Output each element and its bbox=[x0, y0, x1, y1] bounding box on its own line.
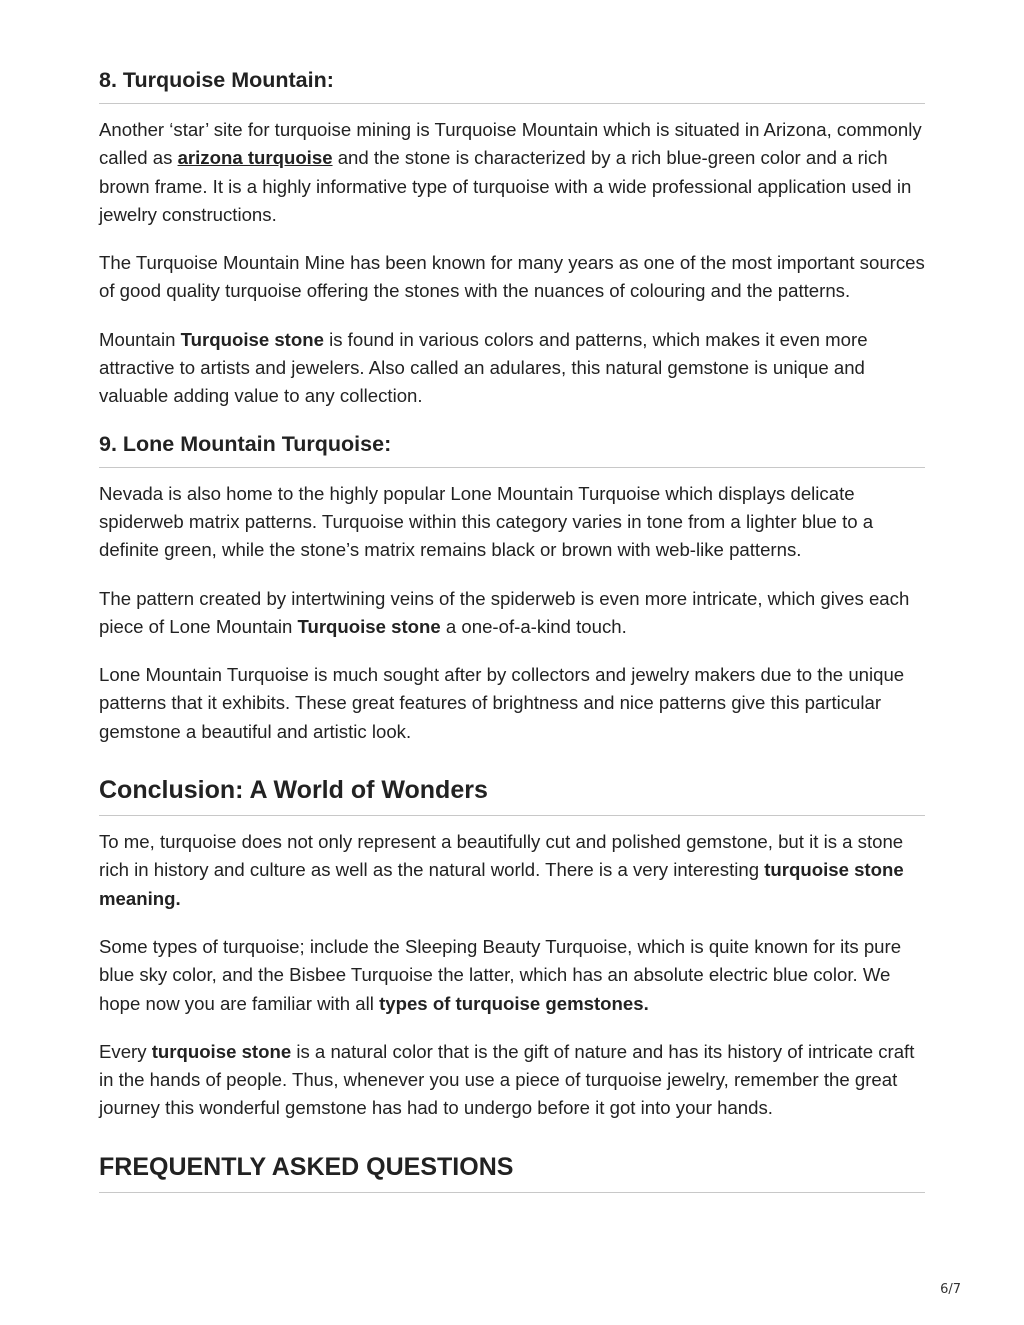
paragraph bbox=[99, 116, 925, 229]
bold-text: turquoise stone meaning. bbox=[99, 859, 904, 909]
bold-text: turquoise stone bbox=[151, 1040, 292, 1062]
page-number: 6/7 bbox=[940, 1282, 961, 1297]
paragraph bbox=[99, 326, 925, 411]
arizona-turquoise-link[interactable]: arizona turquoise bbox=[177, 147, 333, 169]
paragraph-text: Every bbox=[99, 1040, 152, 1062]
paragraph-text: The pattern created by intertwining veins of the spiderweb is even more intricate, which gives each piece of Lone Mountain bbox=[99, 587, 910, 637]
paragraph: Lone Mountain Turquoise is much sought after by collectors and jewelry makers due to the unique patterns that it exhibits. These great features of brightness and nice patterns give this particular gemstone a beautiful and artistic look. bbox=[99, 664, 905, 742]
paragraph-text: To me, turquoise does not only represent a beautifully cut and polished gemstone, but it is a stone rich in history and culture as well as the natural world. There is a very interesting bbox=[99, 831, 904, 881]
paragraph bbox=[99, 585, 925, 642]
paragraph-text: Another ‘star’ site for turquoise mining is Turquoise Mountain which is situated in Arizona, commonly called as bbox=[99, 119, 922, 169]
paragraph: The Turquoise Mountain Mine has been known for many years as one of the most important sources of good quality turquoise offering the stones with the nuances of colouring and the patterns. bbox=[99, 252, 925, 302]
paragraph-text: is a natural color that is the gift of nature and has its history of intricate craft in the hands of people. Thus, whenever you use a piece of turquoise jewelry, remember the great journey this wonderful gemstone has had to undergo before it got into your hands. bbox=[99, 1040, 915, 1119]
paragraph bbox=[99, 1038, 925, 1123]
section-lone-mountain bbox=[99, 430, 925, 746]
section-faq bbox=[99, 1150, 925, 1193]
bold-text: types of turquoise gemstones. bbox=[379, 992, 649, 1014]
section-conclusion bbox=[99, 773, 925, 1123]
paragraph bbox=[99, 828, 925, 913]
paragraph-text: and the stone is characterized by a rich blue-green color and a rich brown frame. It is a highly informative type of turquoise with a wide professional application used in jewelry constructions. bbox=[99, 147, 912, 225]
paragraph: Nevada is also home to the highly popular Lone Mountain Turquoise which displays delicate spiderweb matrix patterns. Turquoise within this category varies in tone from a lighter blue to a definite green, while the stone’s matrix remains black or brown with web-like patterns. bbox=[99, 482, 874, 561]
section-heading: 8. Turquoise Mountain: bbox=[99, 66, 925, 104]
bold-text: Turquoise stone bbox=[297, 615, 441, 637]
bold-text: Turquoise stone bbox=[180, 328, 324, 350]
section-heading: FREQUENTLY ASKED QUESTIONS bbox=[99, 1150, 925, 1193]
paragraph-text: Some types of turquoise; include the Sleeping Beauty Turquoise, which is quite known for its pure blue sky color, and the Bisbee Turquoise the latter, which has an absolute electric blue color. We hope now you are familiar with all bbox=[99, 935, 902, 1014]
article-content bbox=[99, 66, 925, 1193]
section-heading: Conclusion: A World of Wonders bbox=[99, 773, 925, 816]
section-heading: 9. Lone Mountain Turquoise: bbox=[99, 430, 925, 468]
section-turquoise-mountain bbox=[99, 66, 925, 411]
paragraph-text: a one-of-a-kind touch. bbox=[440, 615, 627, 637]
paragraph-text: is found in various colors and patterns, which makes it even more attractive to artists and jewelers. Also called an adulares, this natural gemstone is unique and valuable adding value to any collection. bbox=[99, 328, 868, 407]
paragraph bbox=[99, 933, 925, 1018]
paragraph-text: Mountain bbox=[99, 328, 181, 350]
